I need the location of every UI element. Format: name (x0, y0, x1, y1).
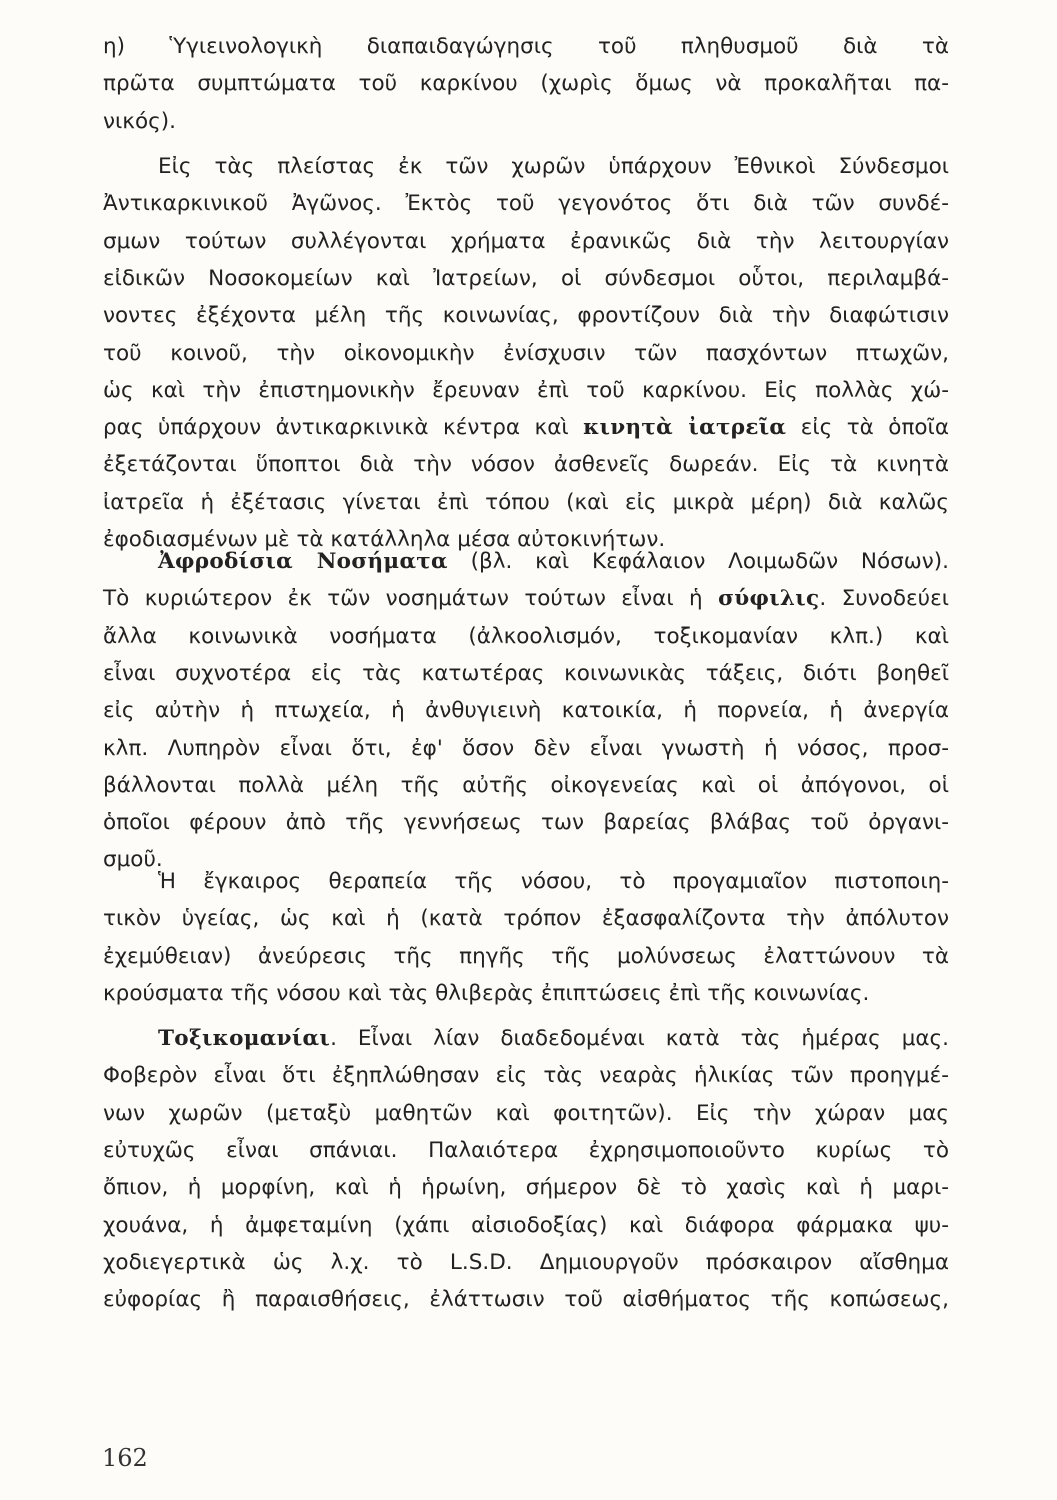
text-line (103, 657, 949, 691)
text-line (103, 620, 949, 654)
text-line (103, 337, 949, 371)
text-line (158, 150, 949, 184)
text-line (158, 545, 949, 579)
text-line (103, 1097, 949, 1131)
text-line (103, 411, 949, 445)
line-text: ὁποῖοι φέρουν ἀπὸ τῆς γεννήσεως των βαρείας βλάβας τοῦ ὀργανι- (103, 810, 949, 836)
bold-heading: Τοξικομανίαι (158, 1026, 331, 1051)
text-line (103, 732, 949, 766)
line-text: χουάνα, ἡ ἀμφεταμίνη (χάπι αἰσιοδοξίας) καὶ διάφορα φάρμακα ψυ- (103, 1212, 949, 1238)
page-number: 162 (102, 1444, 148, 1472)
text-line (103, 769, 949, 803)
text-line (103, 262, 949, 296)
line-text: τοῦ κοινοῦ, τὴν οἰκονομικὴν ἐνίσχυσιν τῶν πασχόντων πτωχῶν, (103, 340, 949, 366)
line-text: κρούσματα τῆς νόσου καὶ τὰς θλιβερὰς ἐπιπτώσεις ἐπὶ τῆς κοινωνίας. (103, 980, 870, 1006)
text-line (103, 977, 949, 1011)
text-line (103, 187, 949, 221)
line-text: νων χωρῶν (μεταξὺ μαθητῶν καὶ φοιτητῶν). Εἰς τὴν χώραν μας (103, 1100, 949, 1126)
line-text: ἄλλα κοινωνικὰ νοσήματα (ἀλκοολισμόν, τοξικομανίαν κλπ.) καὶ (103, 623, 949, 649)
line-text: κλπ. Λυπηρὸν εἶναι ὅτι, ἐφ' ὅσον δὲν εἶναι γνωστὴ ἡ νόσος, προσ- (103, 735, 949, 761)
text-line (158, 1022, 949, 1056)
line-text: Ἡ ἔγκαιρος θεραπεία τῆς νόσου, τὸ προγαμιαῖον πιστοποιη- (158, 869, 949, 894)
line-text: χοδιεγερτικὰ ὡς λ.χ. τὸ L.S.D. Δημιουργοῦν πρόσκαιρον αἴσθημα (103, 1249, 949, 1275)
bold-heading: Ἀφροδίσια Νοσήματα (158, 549, 448, 574)
line-text: Τὸ κυριώτερον ἐκ τῶν νοσημάτων τούτων εἶναι ἡ (103, 586, 719, 612)
text-line (103, 448, 949, 482)
line-text: ὄπιον, ἡ μορφίνη, καὶ ἡ ἡρωίνη, σήμερον δὲ τὸ χασὶς καὶ ἡ μαρι- (103, 1175, 949, 1201)
text-line (103, 806, 949, 840)
line-text: εὐφορίας ἢ παραισθήσεις, ἐλάττωσιν τοῦ αἰσθήματος τῆς κοπώσεως, (103, 1287, 949, 1313)
text-line (103, 67, 949, 101)
text-line (103, 694, 949, 728)
line-text: (βλ. καὶ Κεφάλαιον Λοιμωδῶν Νόσων). (447, 549, 949, 574)
line-text: Ἀντικαρκινικοῦ Ἀγῶνος. Ἐκτὸς τοῦ γεγονότος ὅτι διὰ τῶν συνδέ- (103, 191, 949, 217)
text-line (103, 1059, 949, 1093)
text-line (158, 865, 949, 899)
line-text: ἰατρεῖα ἡ ἐξέτασις γίνεται ἐπὶ τόπου (καὶ εἰς μικρὰ μέρη) διὰ καλῶς (103, 489, 949, 515)
text-line (103, 902, 949, 936)
line-text: σμοῦ. (103, 847, 163, 873)
line-text: εἰς αὐτὴν ἡ πτωχεία, ἡ ἀνθυγιεινὴ κατοικία, ἡ πορνεία, ἡ ἀνεργία (103, 698, 949, 724)
line-text: πρῶτα συμπτώματα τοῦ καρκίνου (χωρὶς ὅμως νὰ προκαλῆται πα- (103, 71, 949, 97)
line-text: σμων τούτων συλλέγονται χρήματα ἐρανικῶς διὰ τὴν λειτουργίαν (103, 228, 949, 254)
text-line (103, 1134, 949, 1168)
text-line (103, 105, 949, 139)
text-line (103, 374, 949, 408)
text-line (103, 1209, 949, 1243)
line-text: εἶναι συχνοτέρα εἰς τὰς κατωτέρας κοινωνικὰς τάξεις, διότι βοηθεῖ (103, 660, 949, 686)
text-line (103, 486, 949, 520)
line-text: εἰδικῶν Νοσοκομείων καὶ Ἰατρείων, οἱ σύνδεσμοι οὗτοι, περιλαμβά- (103, 265, 949, 291)
line-text: τικὸν ὑγείας, ὡς καὶ ἡ (κατὰ τρόπον ἐξασφαλίζοντα τὴν ἀπόλυτον (103, 906, 949, 932)
text-line (103, 1246, 949, 1280)
line-text: εἰς τὰ ὁποῖα (786, 415, 949, 441)
text-line (103, 940, 949, 974)
text-line (103, 30, 949, 64)
line-text: ἐφοδιασμένων μὲ τὰ κατάλληλα μέσα αὐτοκινήτων. (103, 527, 666, 552)
line-text: Εἰς τὰς πλείστας ἐκ τῶν χωρῶν ὑπάρχουν Ἐθνικοὶ Σύνδεσμοι (158, 154, 949, 179)
line-text: . Εἶναι λίαν διαδεδομέναι κατὰ τὰς ἡμέρας μας. (330, 1026, 949, 1051)
line-text: νικός). (103, 108, 176, 134)
line-text: ἐχεμύθειαν) ἀνεύρεσις τῆς πηγῆς τῆς μολύνσεως ἐλαττώνουν τὰ (103, 943, 949, 969)
text-line (103, 299, 949, 333)
line-text: εὐτυχῶς εἶναι σπάνιαι. Παλαιότερα ἐχρησιμοποιοῦντο κυρίως τὸ (103, 1137, 949, 1163)
line-text: Φοβερὸν εἶναι ὅτι ἐξηπλώθησαν εἰς τὰς νεαρὰς ἡλικίας τῶν προηγμέ- (103, 1063, 949, 1089)
line-text: ὡς καὶ τὴν ἐπιστημονικὴν ἔρευναν ἐπὶ τοῦ καρκίνου. Εἰς πολλὰς χώ- (103, 377, 949, 403)
line-text: . Συνοδεύει (819, 586, 949, 612)
text-line (103, 582, 949, 616)
bold-term: κινητὰ ἰατρεῖα (583, 415, 787, 441)
line-text: ἐξετάζονται ὕποπτοι διὰ τὴν νόσον ἀσθενεῖς δωρεάν. Εἰς τὰ κινητὰ (103, 452, 949, 478)
text-line (103, 1283, 949, 1317)
line-text: ρας ὑπάρχουν ἀντικαρκινικὰ κέντρα καὶ (103, 415, 584, 441)
text-line (103, 1171, 949, 1205)
line-text: βάλλονται πολλὰ μέλη τῆς αὐτῆς οἰκογενείας καὶ οἱ ἀπόγονοι, οἱ (103, 772, 949, 798)
bold-term: σύφιλις (718, 586, 820, 612)
line-text: νοντες ἐξέχοντα μέλη τῆς κοινωνίας, φροντίζουν διὰ τὴν διαφώτισιν (103, 303, 949, 329)
line-text: η) Ὑγιεινολογικὴ διαπαιδαγώγησις τοῦ πληθυσμοῦ διὰ τὰ (103, 34, 949, 59)
text-line (103, 225, 949, 259)
